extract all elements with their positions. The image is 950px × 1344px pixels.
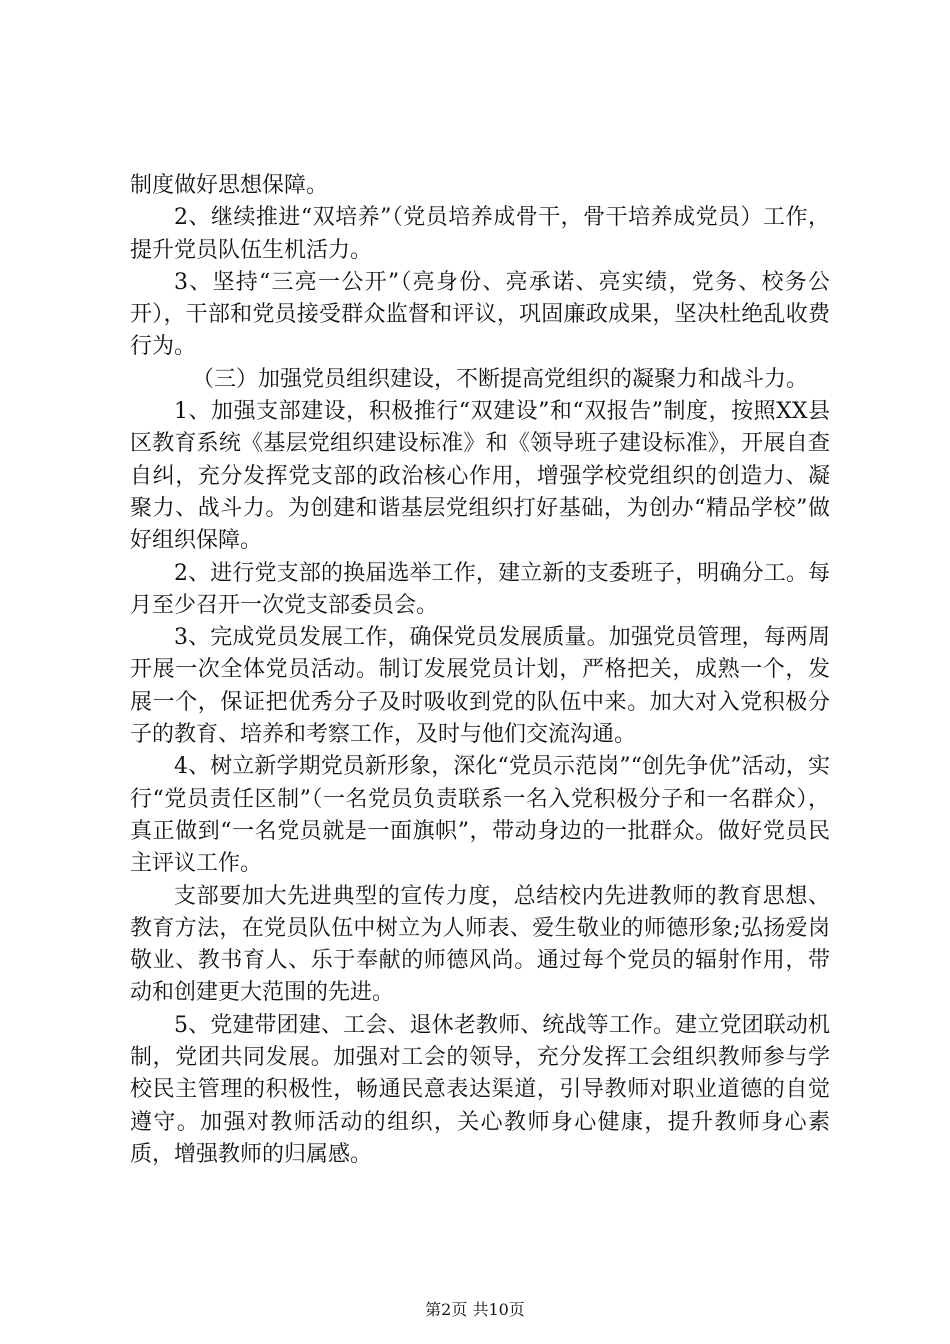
paragraph-continuation: 制度做好思想保障。: [130, 173, 329, 198]
paragraph-item-2-double-cultivation: 2、继续推进“双培养”（党员培养成骨干，骨干培养成党员）工作，提升党员队伍生机活力。: [130, 205, 830, 263]
page-footer: 第2页 共10页: [425, 1300, 525, 1319]
paragraph-branch-publicity: 支部要加大先进典型的宣传力度，总结校内先进教师的教育思想、教育方法，在党员队伍中树立为人师表、爱生敬业的师德形象;弘扬爱岗敬业、教书育人、乐于奉献的师德风尚。通过每个党员的辐射作用，带动和创建更大范围的先进。: [130, 883, 830, 1006]
paragraph-item-5-party-building: 5、党建带团建、工会、退休老教师、统战等工作。建立党团联动机制，党团共同发展。加强对工会的领导，充分发挥工会组织教师参与学校民主管理的积极性，畅通民意表达渠道，引导教师对职业道德的自觉遵守。加强对教师活动的组织，关心教师身心健康，提升教师身心素质，增强教师的归属感。: [130, 1012, 830, 1167]
document-body: [130, 170, 830, 1171]
paragraph-item-3-member-development: 3、完成党员发展工作，确保党员发展质量。加强党员管理，每两周开展一次全体党员活动。制订发展党员计划，严格把关，成熟一个，发展一个，保证把优秀分子及时吸收到党的队伍中来。加大对入党积极分子的教育、培养和考察工作，及时与他们交流沟通。: [130, 625, 830, 748]
paragraph-item-4-new-image: 4、树立新学期党员新形象，深化“党员示范岗”“创先争优”活动，实行“党员责任区制”（一名党员负责联系一名入党积极分子和一名群众），真正做到“一名党员就是一面旗帜”，带动身边的一批群众。做好党员民主评议工作。: [130, 754, 830, 877]
paragraph-item-1-branch-building: 1、加强支部建设，积极推行“双建设”和“双报告”制度，按照XX县区教育系统《基层党组织建设标准》和《领导班子建设标准》，开展自查自纠，充分发挥党支部的政治核心作用，增强学校党组织的创造力、凝聚力、战斗力。为创建和谐基层党组织打好基础，为创办“精品学校”做好组织保障。: [130, 399, 830, 554]
paragraph-item-3-three-public: 3、坚持“三亮一公开”（亮身份、亮承诺、亮实绩，党务、校务公开），干部和党员接受群众监督和评议，巩固廉政成果，坚决杜绝乱收费行为。: [130, 269, 830, 360]
section-heading-3: （三）加强党员组织建设，不断提高党组织的凝聚力和战斗力。: [192, 366, 809, 392]
paragraph-item-2-election: 2、进行党支部的换届选举工作，建立新的支委班子，明确分工。每月至少召开一次党支部委员会。: [130, 560, 830, 618]
